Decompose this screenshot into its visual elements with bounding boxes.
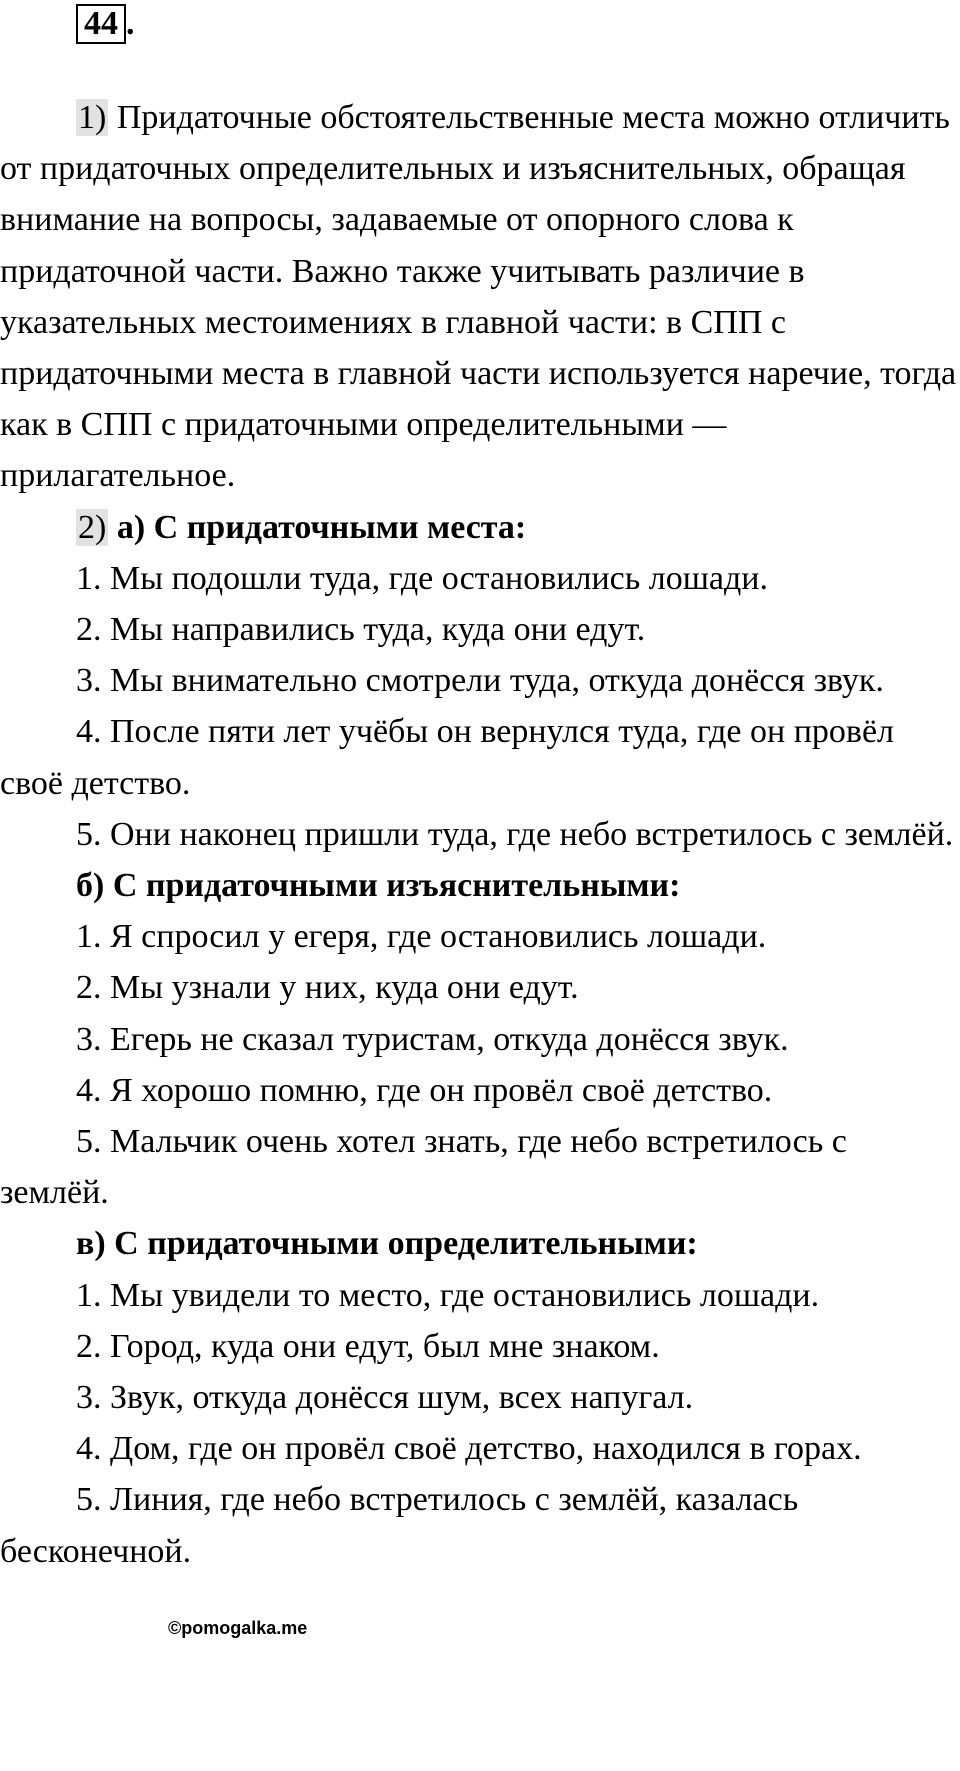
list-item: 3. Звук, откуда донёсся шум, всех напугал. <box>76 1379 694 1417</box>
part1-paragraph <box>0 92 960 502</box>
list-item: 4. После пяти лет учёбы он вернулся туда, где он провёл своё детство. <box>0 713 895 802</box>
group-a-heading <box>0 502 960 553</box>
list-item: 1. Мы подошли туда, где остановились лошади. <box>76 559 768 597</box>
task-number-suffix: . <box>126 5 135 42</box>
list-item: 5. Они наконец пришли туда, где небо встретилось с землёй. <box>76 815 954 853</box>
list-item: 4. Дом, где он провёл своё детство, находился в горах. <box>76 1430 862 1468</box>
list-item: 5. Мальчик очень хотел знать, где небо встретилось с землёй. <box>0 1123 847 1212</box>
part1-marker: 1) <box>78 99 107 136</box>
list-item: 2. Мы направились туда, куда они едут. <box>76 611 646 649</box>
list-item: 2. Мы узнали у них, куда они едут. <box>76 969 579 1007</box>
group-c-heading: в) С придаточными определительными: <box>76 1225 698 1263</box>
group-b-heading: б) С придаточными изъяснительными: <box>76 867 681 905</box>
list-item: 2. Город, куда они едут, был мне знаком. <box>76 1327 660 1365</box>
list-item: 3. Мы внимательно смотрели туда, откуда донёсся звук. <box>76 662 884 700</box>
list-item: 3. Егерь не сказал туристам, откуда донёсся звук. <box>76 1020 789 1058</box>
list-item: 4. Я хорошо помню, где он провёл своё детство. <box>76 1071 773 1109</box>
answer-text <box>0 92 960 1577</box>
watermark: ©pomogalka.me <box>168 1618 308 1638</box>
part1-text: Придаточные обстоятельственные места можно отличить от придаточных определительных и изъяснительных, обращая внимание на вопросы, задаваемые от опорного слова к придаточной части. Важно также учитывать различие в указательных местоимениях в главной части: в СПП с придаточными места в главной части используется наречие, тогда как в СПП с придаточными определительными — прилагательное. <box>0 99 957 495</box>
part2-marker: 2) <box>78 508 107 546</box>
list-item: 5. Линия, где небо встретилось с землёй, казалась бесконечной. <box>0 1481 799 1570</box>
group-a-heading-text: а) С придаточными места: <box>116 508 527 546</box>
task-number <box>76 4 135 44</box>
list-item: 1. Я спросил у егеря, где остановились лошади. <box>76 918 767 956</box>
list-item: 1. Мы увидели то место, где остановились лошади. <box>76 1276 820 1314</box>
task-number-box: 44 <box>76 4 126 44</box>
